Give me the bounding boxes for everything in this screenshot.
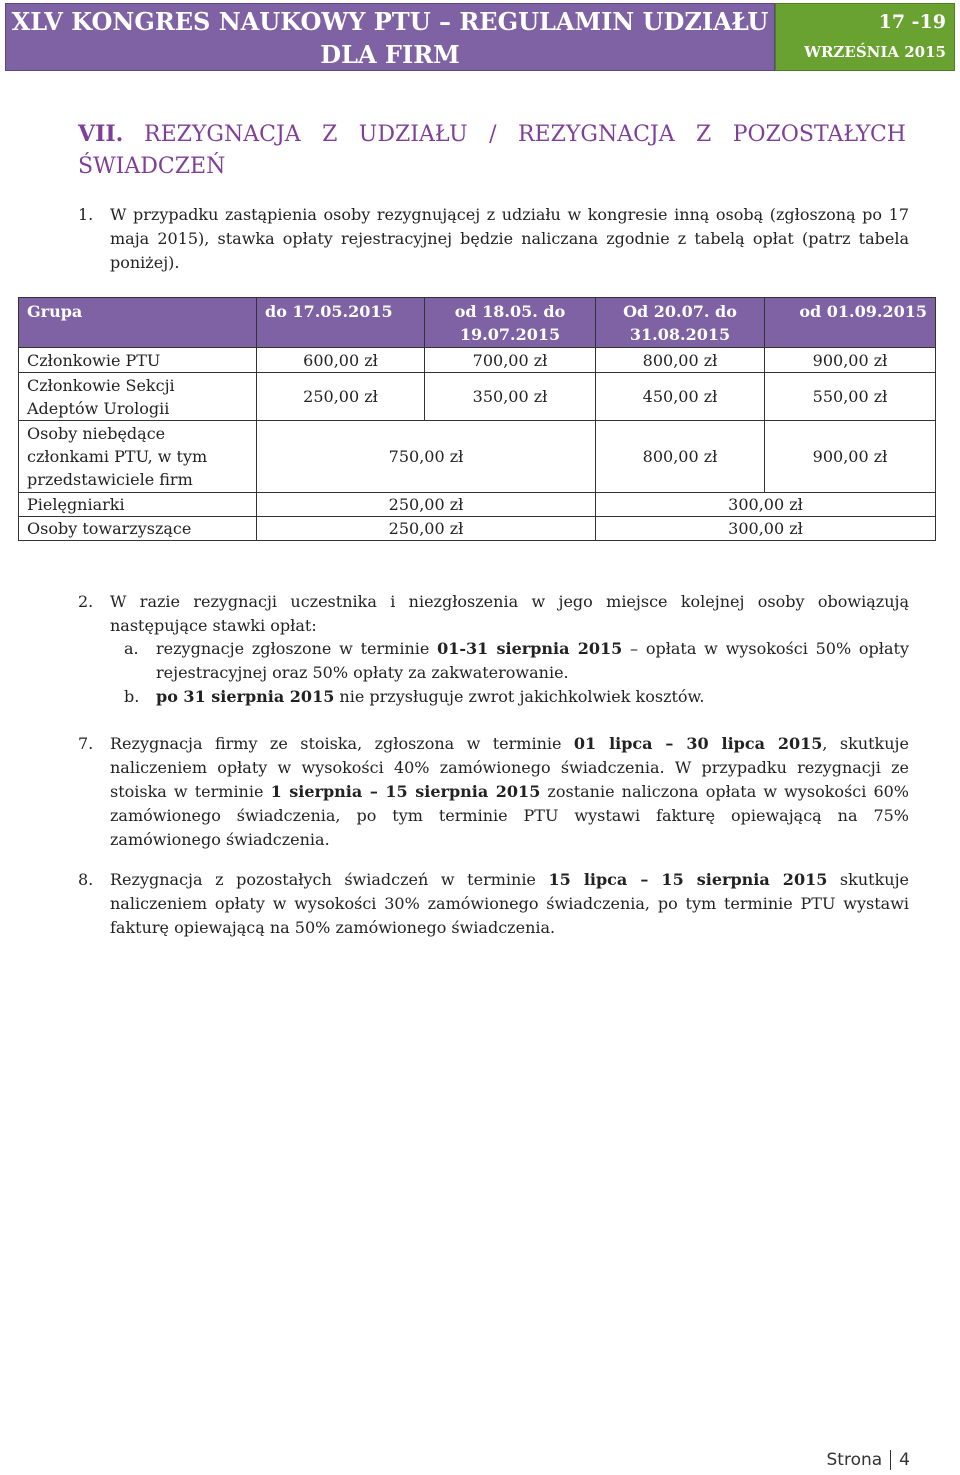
item-1-text: W przypadku zastąpienia osoby rezygnującej z udziału w kongresie inną osobą (zgłoszoną po 17 maja 2015), stawka opłaty rejestracyjnej będzie naliczana zgodnie z tabelą opłat (patrz tabela poniżej). [110,205,909,272]
section-number: VII. [78,121,124,147]
table-row [19,373,936,421]
header-group: Grupa [19,298,257,348]
row-group: Osoby niebędące członkami PTU, w tym przedstawiciele firm [19,421,257,493]
header-date-line2: WRZEŚNIA 2015 [804,43,946,61]
item-7-bold-2: 1 sierpnia – 15 sierpnia 2015 [270,782,541,801]
item-7-text-1: Rezygnacja firmy ze stoiska, zgłoszona w terminie [110,734,574,753]
page-number: 4 [899,1450,910,1470]
header-period-1: do 17.05.2015 [257,298,425,348]
row-value: 800,00 zł [596,421,765,493]
table-row [19,421,936,493]
item-2a-text-pre: rezygnacje zgłoszone w terminie [156,639,438,658]
header-title [5,3,775,71]
table-row [19,493,936,517]
item-2-number: 2. [78,592,94,611]
item-2a-letter: a. [124,639,139,658]
item-2a [124,637,909,685]
item-2b-letter: b. [124,687,140,706]
fee-table-header-row [19,298,936,348]
section-title-line2: ŚWIADCZEŃ [78,154,226,179]
row-group: Członkowie PTU [19,348,257,373]
row-value: 250,00 zł [257,373,425,421]
item-7-text-3: zostanie naliczona opłata w wysokości 60% zamówionego świadczenia, po tym terminie PTU wystawi fakturę opiewającą na 75% zamówionego świadczenia. [110,782,910,849]
row-value: 300,00 zł [596,493,936,517]
item-7-bold-1: 01 lipca – 30 lipca 2015 [573,734,823,753]
row-group: Pielęgniarki [19,493,257,517]
table-row [19,348,936,373]
header-date [775,3,955,71]
row-value: 600,00 zł [257,348,425,373]
header-period-3: Od 20.07. do 31.08.2015 [596,298,765,348]
item-2a-text-post: – opłata w wysokości 50% opłaty rejestracyjnej oraz 50% opłaty za zakwaterowanie. [156,639,909,682]
page-header [5,3,955,71]
item-7-text-2: , skutkuje naliczeniem opłaty w wysokości 40% zamówionego świadczenia. W przypadku rezygnacji ze stoiska w terminie [110,734,909,801]
item-2b-text-post: nie przysługuje zwrot jakichkolwiek kosztów. [334,687,705,706]
row-value: 250,00 zł [257,493,596,517]
item-8-bold-1: 15 lipca – 15 sierpnia 2015 [548,870,828,889]
section-title-line1: REZYGNACJA Z UDZIAŁU / REZYGNACJA Z POZOSTAŁYCH [144,122,906,147]
item-1 [78,203,909,275]
row-value: 700,00 zł [425,348,596,373]
table-row [19,517,936,541]
section-heading [78,118,910,183]
item-2 [78,590,909,638]
item-8-text-2: skutkuje naliczeniem opłaty w wysokości 30% zamówionego świadczenia, po tym terminie PTU wystawi fakturę opiewającą na 50% zamówionego świadczenia. [110,870,910,937]
item-2-text: W razie rezygnacji uczestnika i niezgłoszenia w jego miejsce kolejnej osoby obowiązują następujące stawki opłat: [110,592,909,635]
item-1-number: 1. [78,205,94,224]
item-2b [124,685,909,709]
item-2a-text-bold: 01-31 sierpnia 2015 [437,639,623,658]
row-value: 900,00 zł [765,348,936,373]
item-7-number: 7. [78,734,94,753]
item-8-text-1: Rezygnacja z pozostałych świadczeń w terminie [110,870,549,889]
item-8-number: 8. [78,870,94,889]
row-value: 750,00 zł [257,421,596,493]
header-title-line2: DLA FIRM [320,40,460,69]
row-value: 900,00 zł [765,421,936,493]
item-7 [78,732,910,852]
row-value: 450,00 zł [596,373,765,421]
row-group: Osoby towarzyszące [19,517,257,541]
header-title-line1: XLV KONGRES NAUKOWY PTU – REGULAMIN UDZIAŁU [11,7,769,36]
row-value: 800,00 zł [596,348,765,373]
header-date-line1: 17 -19 [878,11,946,33]
page-footer [827,1450,911,1470]
row-value: 550,00 zł [765,373,936,421]
fee-table [18,297,936,541]
row-group: Członkowie Sekcji Adeptów Urologii [19,373,257,421]
row-value: 350,00 zł [425,373,596,421]
footer-label: Strona [826,1450,883,1470]
row-value: 250,00 zł [257,517,596,541]
header-period-4: od 01.09.2015 [765,298,936,348]
footer-separator [890,1450,891,1470]
row-value: 300,00 zł [596,517,936,541]
item-2b-text-bold: po 31 sierpnia 2015 [156,687,335,706]
header-period-2: od 18.05. do 19.07.2015 [425,298,596,348]
item-8 [78,868,910,940]
